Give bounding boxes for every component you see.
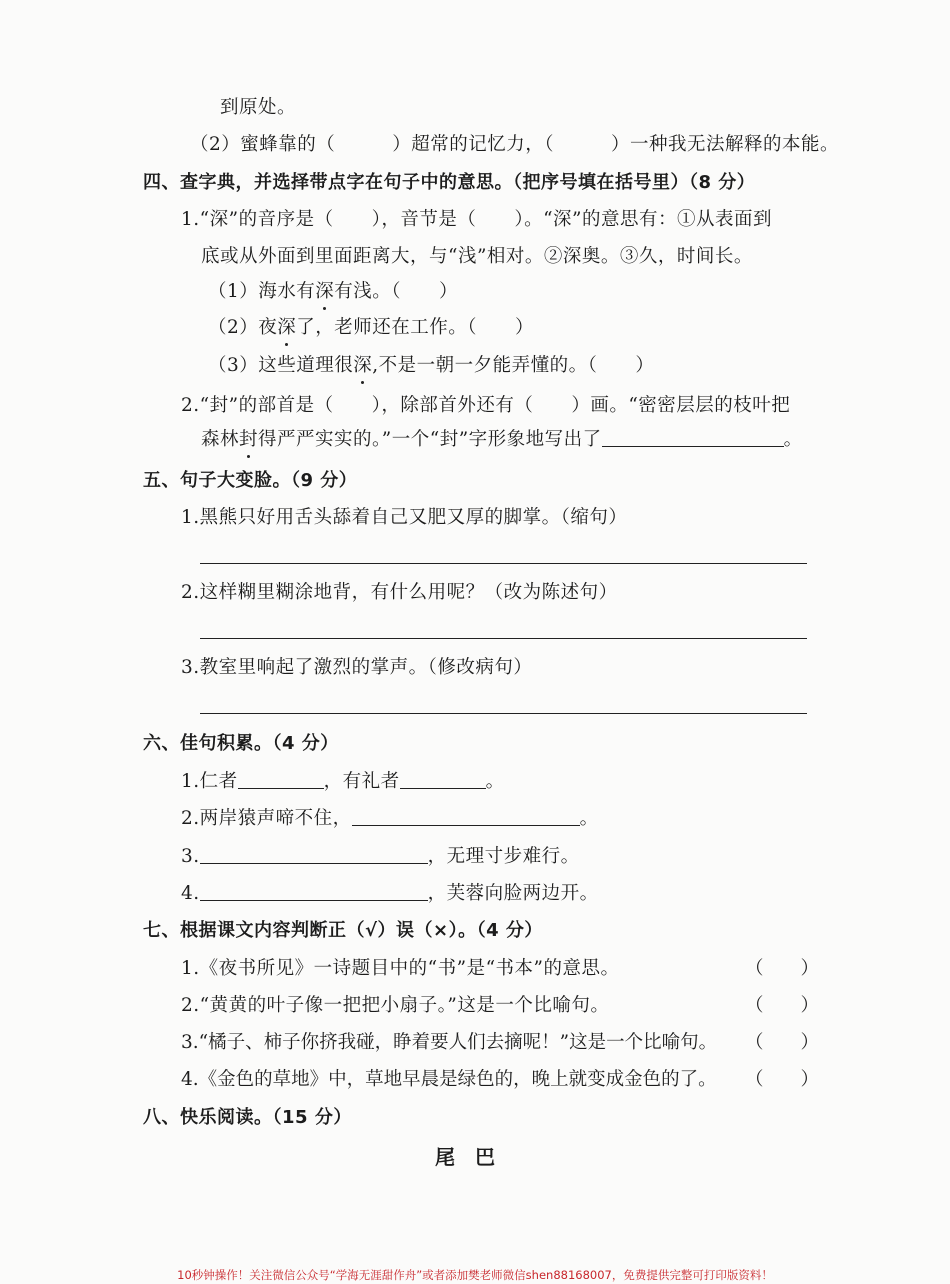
text: ,不是一朝一夕能弄懂的。（ ） (372, 355, 655, 376)
dotted-char: 深 (315, 281, 335, 302)
text: 森林 (201, 429, 240, 450)
footer-watermark: 10秒钟操作！关注微信公众号“学海无涯甜作舟”或者添加樊老师微信shen88168007，免费提供完整可打印版资料！ (177, 1268, 773, 1282)
question-4-1-cont: 底或从外面到里面距离大，与“浅”相对。②深奥。③久，时间长。 (201, 246, 753, 267)
text: 。 (485, 771, 505, 792)
question-5-1: 1.黑熊只好用舌头舔着自己又肥又厚的脚掌。（缩句） (181, 507, 628, 528)
answer-line[interactable] (200, 638, 807, 639)
dotted-char: 封 (239, 429, 259, 450)
answer-line[interactable] (200, 713, 807, 714)
text-line: 到原处。 (220, 97, 297, 118)
text: ，无理寸步难行。 (427, 846, 580, 867)
question-7-2: 2.“黄黄的叶子像一把把小扇子。”这是一个比喻句。 (181, 995, 610, 1016)
text: 有浅。（ ） (334, 281, 459, 302)
reading-title: 尾巴 (435, 1145, 515, 1169)
text: 得严严实实的。”一个“封”字形象地写出了 (258, 429, 602, 450)
text: 4. (181, 883, 200, 904)
question-4-1: 1.“深”的音序是（ ），音节是（ ）。“深”的意思有：①从表面到 (181, 209, 772, 230)
question-6-4 (181, 882, 599, 906)
dotted-char: 深 (353, 355, 373, 376)
question-6-3 (181, 845, 580, 869)
text: ，有礼者 (323, 771, 400, 792)
question-4-1-3 (208, 354, 654, 378)
text: （2）夜 (208, 317, 278, 338)
section-7-heading: 七、根据课文内容判断正（√）误（×）。（4 分） (143, 920, 543, 941)
answer-parentheses[interactable]: （ ） (745, 1032, 820, 1053)
question-5-2: 2.这样糊里糊涂地背，有什么用呢？（改为陈述句） (181, 582, 618, 603)
answer-blank[interactable] (200, 882, 428, 901)
answer-blank[interactable] (200, 845, 428, 864)
question-4-1-2 (208, 316, 534, 340)
text: （3）这些道理很 (208, 355, 354, 376)
answer-parentheses[interactable]: （ ） (745, 995, 820, 1016)
question-4-2-cont (201, 428, 803, 452)
question-4-2: 2.“封”的部首是（ ），除部首外还有（ ）画。“密密层层的枝叶把 (181, 395, 791, 416)
question-7-3: 3.“橘子、柿子你挤我碰，睁着要人们去摘呢！”这是一个比喻句。 (181, 1032, 718, 1053)
section-4-heading: 四、查字典，并选择带点字在句子中的意思。（把序号填在括号里）（8 分） (143, 172, 756, 193)
answer-blank[interactable] (602, 428, 784, 447)
text: 1.仁者 (181, 771, 238, 792)
answer-parentheses[interactable]: （ ） (745, 1069, 820, 1090)
section-6-heading: 六、佳句积累。（4 分） (143, 733, 339, 754)
text: 。 (783, 429, 803, 450)
section-5-heading: 五、句子大变脸。（9 分） (143, 470, 358, 491)
question-7-1: 1.《夜书所见》一诗题目中的“书”是“书本”的意思。 (181, 958, 620, 979)
section-8-heading: 八、快乐阅读。（15 分） (143, 1107, 352, 1128)
question-5-3: 3.教室里响起了激烈的掌声。（修改病句） (181, 657, 533, 678)
answer-line[interactable] (200, 563, 807, 564)
answer-blank[interactable] (400, 770, 486, 789)
answer-blank[interactable] (352, 807, 580, 826)
answer-blank[interactable] (238, 770, 324, 789)
question-3-2: （2）蜜蜂靠的（ ）超常的记忆力，（ ）一种我无法解释的本能。 (190, 134, 840, 155)
question-6-1 (181, 770, 505, 794)
text: 了，老师还在工作。（ ） (296, 317, 535, 338)
dotted-char: 深 (277, 317, 297, 338)
text: 3. (181, 846, 200, 867)
text: ，芙蓉向脸两边开。 (427, 883, 599, 904)
answer-parentheses[interactable]: （ ） (745, 958, 820, 979)
text: 2.两岸猿声啼不住， (181, 808, 352, 829)
question-6-2 (181, 807, 599, 831)
text: 。 (579, 808, 599, 829)
text: （1）海水有 (208, 281, 316, 302)
question-7-4: 4.《金色的草地》中，草地早晨是绿色的，晚上就变成金色的了。 (181, 1069, 717, 1090)
question-4-1-1 (208, 280, 458, 304)
